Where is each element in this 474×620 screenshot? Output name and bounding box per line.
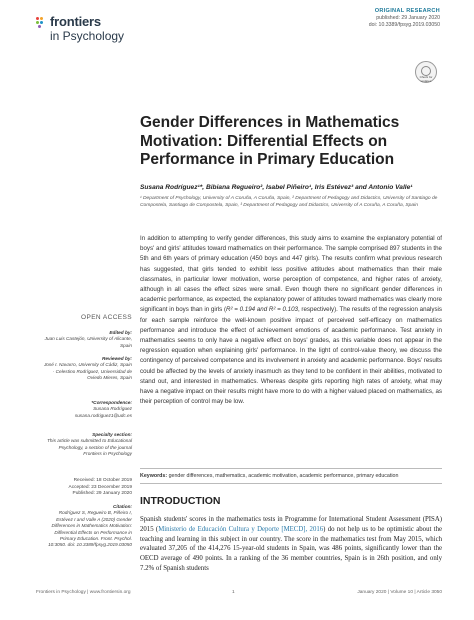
footer-page-number: 1 bbox=[232, 590, 235, 595]
article-dates bbox=[42, 478, 132, 498]
frontiers-mark-icon bbox=[36, 17, 44, 29]
footer-date-volume: January 2020 | Volume 10 | Article 3050 bbox=[357, 590, 442, 595]
author-list: Susana Rodríguez¹*, Bibiana Regueiro², Isabel Piñeiro¹, Iris Estévez³ and Antonio Valle¹ bbox=[140, 184, 413, 191]
published-date: published: 29 January 2020 bbox=[376, 14, 440, 21]
article-meta bbox=[369, 8, 440, 28]
citation-text: Rodríguez S, Regueiro B, Piñeiro I, Estévez I and Valle A (2020) Gender Differences in Mathematics Motivation: Differential Effects on Performance in Primary Education. Front. Psychol. 10:3050. doi: 10.3389/fpsyg.2019.03050 bbox=[48, 510, 132, 548]
frontiers-logo[interactable] bbox=[36, 14, 146, 54]
doi-link[interactable]: doi: 10.3389/fpsyg.2019.03050 bbox=[368, 21, 440, 28]
abstract-part2: , respectively). The results of the regression analysis for each sample reinforce the well-known positive impact of perceived self-efficacy on mathematics performance and introduce the effect of achievement emotions of academic performance. Test anxiety in mathematics seems to only have a negative effect on boys' grades, as this variable does not appear in the regression equation when explaining girls' performance. In the light of control-value theory, we discuss the contingency of perceived competence and its involvement in anxiety and academic performance. Boys' results could be affected by the levels of anxiety inasmuch as they tend to be confident in their abilities, motivated to stand out, and interested in mathematics. Whereas despite girls reporting high rates of anxiety, what may have a negative impact on their results might have more to do with a higher valued placed on mathematics, as their perception of control may be low. bbox=[140, 306, 443, 406]
accepted-date: Accepted: 23 December 2019 bbox=[68, 484, 132, 490]
keywords-top-rule bbox=[140, 468, 442, 469]
check-badge-label: Check for updates bbox=[419, 75, 433, 83]
abstract-r2: R² = 0.194 and R² = 0.103 bbox=[226, 306, 298, 314]
article-title: Gender Differences in Mathematics Motivation: Differential Effects on Performance in Primary Education bbox=[140, 114, 400, 168]
edited-by-text: Juan Luis Castejón, University of Alicante, Spain bbox=[44, 336, 132, 348]
intro-text-a: Spanish students' scores in the mathematics tests in Programme for International Student Assessment (PISA) 2015 ( bbox=[140, 516, 442, 533]
footer-journal[interactable]: Frontiers in Psychology | www.frontiersin.org bbox=[36, 590, 131, 595]
published-date-sidebar: Published: 29 January 2020 bbox=[72, 491, 132, 496]
logo-line2: in Psychology bbox=[50, 29, 125, 43]
citation-label: Citation: bbox=[112, 504, 132, 509]
correspondence bbox=[42, 400, 132, 419]
check-for-updates-button[interactable] bbox=[415, 61, 437, 83]
reviewed-by bbox=[42, 356, 132, 382]
keywords-text: gender differences, mathematics, academic motivation, academic performance, primary education bbox=[168, 473, 399, 479]
open-access-label: OPEN ACCESS bbox=[81, 314, 132, 321]
edited-by-label: Edited by: bbox=[109, 330, 132, 335]
specialty-section bbox=[42, 432, 132, 458]
logo-line1: frontiers bbox=[50, 14, 101, 29]
received-date: Received: 18 October 2019 bbox=[73, 478, 132, 483]
specialty-label: Specialty section: bbox=[92, 432, 132, 437]
citation bbox=[42, 504, 132, 549]
intro-citation-link[interactable]: Ministerio de Educación Cultura y Deporte [MECD], 2016 bbox=[158, 525, 324, 533]
keywords-label: Keywords: bbox=[140, 473, 168, 479]
specialty-text: This article was submitted to Educational Psychology, a section of the journal Frontiers in Psychology bbox=[47, 438, 132, 457]
article-type: ORIGINAL RESEARCH bbox=[374, 8, 440, 14]
introduction-heading: INTRODUCTION bbox=[140, 495, 221, 507]
keywords bbox=[140, 473, 442, 479]
affiliations: ¹ Department of Psychology, University of A Coruña, A Coruña, Spain, ² Department of Pedagogy and Didactics, University of Santiago de Compostela, Santiago de Compostela, Spain, ³ Department of Pedagogy and Didactics, University of A Coruña, A Coruña, Spain bbox=[140, 196, 438, 208]
introduction-body bbox=[140, 515, 442, 574]
intro-text-b: ) do not help us to be optimistic about the teaching and learning in this subject in our country. The score in the mathematics test from May 2015, which evaluated 37,205 of the 414,276 15-year-old students in Spain, was 486 points, significantly lower than the OECD average of 490 points. In a ranking of the 36 member countries, Spain is in 26th position, and only 7.2% of Spanish students bbox=[140, 525, 443, 572]
abstract-part1: In addition to attempting to verify gender differences, this study aims to examine the explanatory potential of boys' and girls' attitudes toward mathematics on their performance. The sample comprised 897 students in the 5th and 6th years of primary education (450 boys and 447 girls). The results confirm what previous research has suggested, that girls tended to exhibit less positive attitudes about mathematics than their male classmates, in particular lower motivation, worse perception of competence, and higher rates of anxiety, although in all cases the effect sizes were small. Even though there no significant gender differences in academic performance, as expected, the explanatory power of attitudes toward mathematics was clearly more significant in boys than in girls ( bbox=[140, 235, 442, 314]
correspondence-text[interactable]: Susana Rodríguez susana.rodriguez1@udc.es bbox=[74, 406, 132, 418]
keywords-bottom-rule bbox=[140, 483, 442, 484]
abstract bbox=[140, 234, 442, 407]
edited-by bbox=[42, 330, 132, 349]
reviewed-by-label: Reviewed by: bbox=[102, 356, 132, 361]
reviewed-by-text: José I. Navarro, University of Cádiz, Spain · Celestino Rodríguez, Universidad de Oviedo Mieres, Spain bbox=[43, 362, 132, 381]
correspondence-label: *Correspondence: bbox=[91, 400, 132, 405]
